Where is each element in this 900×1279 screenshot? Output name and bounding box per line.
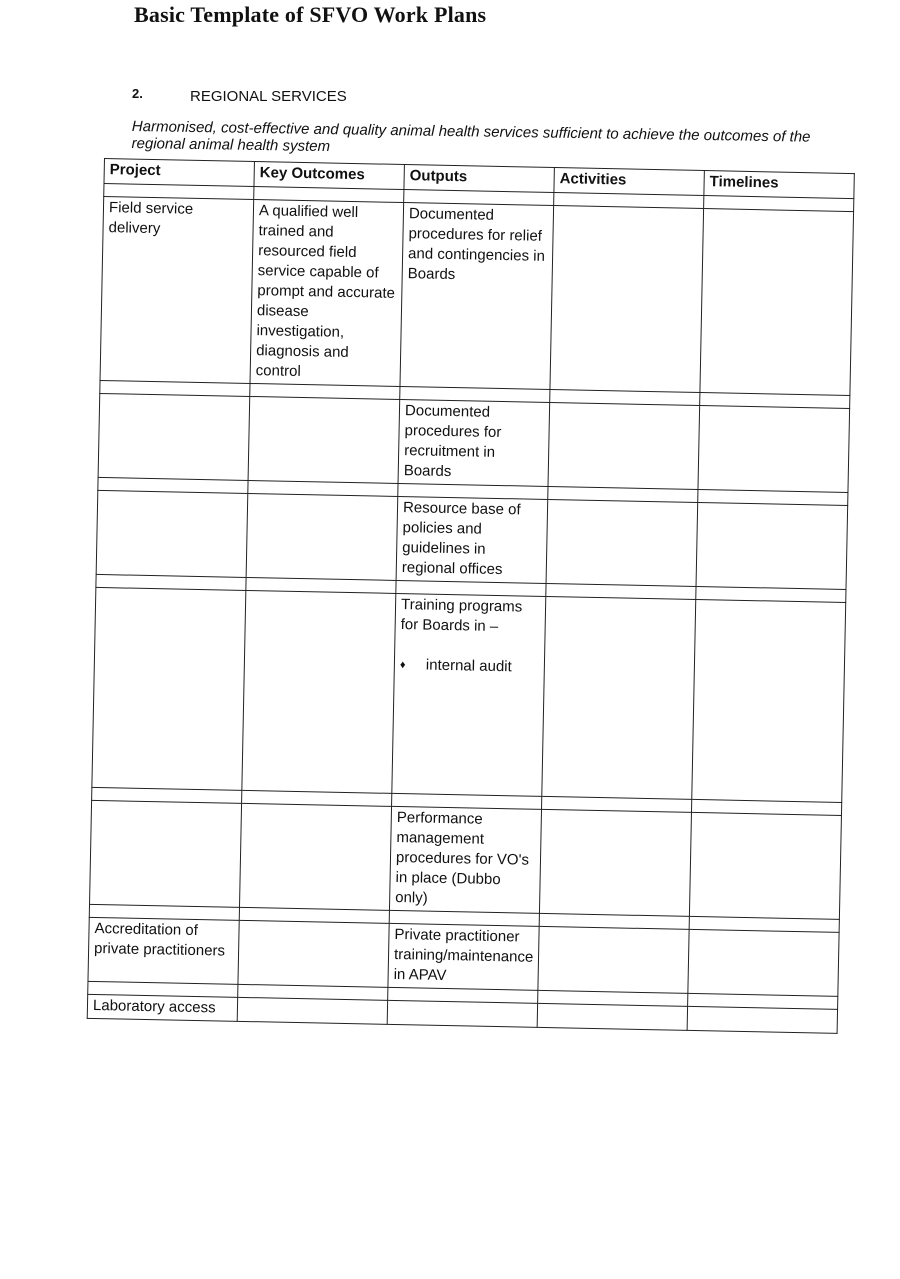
header-project: Project	[104, 159, 254, 187]
key-outcome-cell	[246, 493, 398, 580]
timelines-cell	[700, 209, 854, 396]
activities-cell	[546, 499, 698, 586]
project-cell: Field service delivery	[100, 197, 254, 384]
table-row	[98, 393, 850, 492]
project-cell	[98, 393, 250, 480]
project-cell: Laboratory access	[87, 994, 237, 1021]
timelines-cell	[688, 929, 839, 996]
timelines-cell	[698, 406, 850, 493]
output-cell: Performance management procedures for VO's in place (Dubbo only)	[389, 806, 541, 913]
header-timelines: Timelines	[704, 171, 854, 199]
page-title: Basic Template of SFVO Work Plans	[134, 2, 487, 27]
project-cell	[90, 800, 242, 907]
activities-cell	[542, 596, 696, 799]
header-outputs: Outputs	[404, 165, 554, 193]
header-key-outcomes: Key Outcomes	[254, 162, 404, 190]
project-cell	[96, 490, 248, 577]
project-cell: Accreditation of private practitioners	[88, 917, 239, 984]
activities-cell	[538, 926, 689, 993]
key-outcome-cell	[237, 997, 387, 1024]
table-row	[92, 587, 846, 802]
table-row	[90, 800, 842, 919]
output-cell	[387, 1000, 537, 1027]
work-plan-table-container	[87, 158, 854, 1034]
section-number: 2.	[132, 86, 143, 101]
section-title: REGIONAL SERVICES	[190, 88, 347, 105]
activities-cell	[550, 206, 704, 393]
timelines-cell	[687, 1006, 837, 1033]
table-row	[96, 490, 848, 589]
output-bullet-list	[400, 655, 539, 678]
key-outcome-cell	[248, 396, 400, 483]
project-cell	[92, 587, 246, 790]
output-cell: Private practitioner training/maintenance in APAV	[388, 923, 539, 990]
timelines-cell	[692, 599, 846, 802]
output-cell: Documented procedures for recruitment in Boards	[398, 399, 550, 486]
output-cell: Resource base of policies and guidelines in regional offices	[396, 496, 548, 583]
section-heading	[132, 86, 347, 105]
output-cell	[392, 593, 546, 796]
timelines-cell	[689, 812, 841, 919]
section-description: Harmonised, cost-effective and quality animal health services sufficient to achieve the outcomes of the regional animal health system	[131, 118, 811, 156]
header-activities: Activities	[554, 168, 704, 196]
key-outcome-cell	[238, 920, 389, 987]
table-row	[100, 197, 854, 396]
activities-cell	[537, 1003, 687, 1030]
work-plan-table	[87, 158, 855, 1034]
key-outcome-cell	[239, 803, 391, 910]
bullet-item: ♦ internal audit	[400, 655, 539, 678]
activities-cell	[548, 402, 700, 489]
timelines-cell	[696, 502, 848, 589]
output-cell: Documented procedures for relief and contingencies in Boards	[400, 203, 554, 390]
output-text: Training programs for Boards in –	[400, 596, 523, 636]
key-outcome-cell	[242, 590, 396, 793]
key-outcome-cell: A qualified well trained and resourced field service capable of prompt and accurate disease investigation, diagnosis and control	[250, 200, 404, 387]
activities-cell	[539, 809, 691, 916]
